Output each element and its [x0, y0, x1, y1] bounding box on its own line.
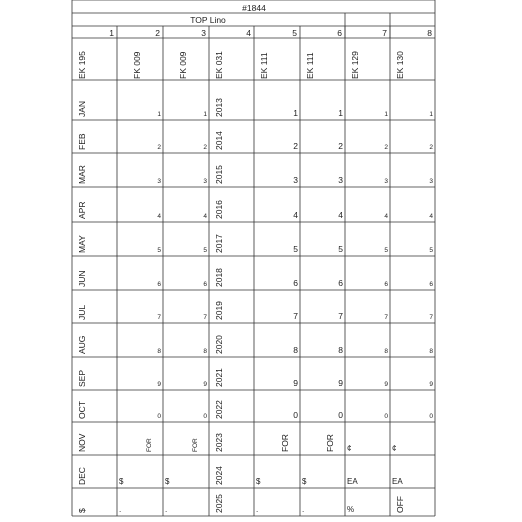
cell-value: 3: [203, 178, 207, 185]
cell-value: 2: [293, 141, 298, 151]
cell-value: $: [165, 477, 170, 486]
cell-value: FOR: [146, 438, 153, 452]
cell-value: 6: [429, 281, 433, 288]
cell-value: EA: [392, 477, 403, 486]
flight-code: EK 031: [214, 51, 224, 79]
column-number: 4: [246, 28, 251, 38]
month-label: SEP: [77, 369, 87, 387]
cell-value: 1: [338, 108, 343, 118]
cell-value: OFF: [395, 496, 405, 513]
month-label: APR: [77, 201, 87, 219]
column-number: 6: [337, 28, 342, 38]
cell-value: 4: [157, 213, 161, 220]
cell-value: 7: [293, 311, 298, 321]
cell-value: 2013: [214, 98, 224, 117]
cell-value: 8: [293, 345, 298, 355]
cell-value: 1: [384, 111, 388, 118]
grid-lines: [72, 0, 435, 516]
month-row: [77, 335, 433, 355]
month-label: JUL: [77, 304, 87, 320]
cell-value: 5: [203, 247, 207, 254]
cell-value: 2022: [214, 400, 224, 419]
group-title: TOP Lino: [190, 15, 226, 25]
cell-value: 3: [293, 175, 298, 185]
cell-value: 4: [429, 213, 433, 220]
cell-value: %: [347, 505, 355, 514]
cell-value: 1: [157, 111, 161, 118]
month-label: DEC: [77, 467, 87, 485]
column-number: 1: [109, 28, 114, 38]
cell-value: FOR: [192, 438, 199, 452]
cell-value: 7: [338, 311, 343, 321]
cell-value: 2020: [214, 335, 224, 354]
cell-value: ¢: [347, 444, 352, 453]
cell-value: 2: [338, 141, 343, 151]
cell-value: 6: [157, 281, 161, 288]
cell-value: 9: [338, 378, 343, 388]
month-label: NOV: [77, 433, 87, 452]
cell-value: 3: [338, 175, 343, 185]
cell-value: 2: [157, 144, 161, 151]
cell-value: 0: [157, 413, 161, 420]
month-label: JUN: [77, 270, 87, 287]
column-number: 5: [292, 28, 297, 38]
flight-code: EK 111: [305, 52, 315, 79]
cell-value: 5: [429, 247, 433, 254]
cell-value: .: [165, 505, 168, 514]
month-label: MAR: [77, 165, 87, 184]
cell-value: 8: [429, 348, 433, 355]
cell-value: 4: [293, 210, 298, 220]
cell-value: 5: [293, 244, 298, 254]
cell-value: 9: [384, 381, 388, 388]
cell-value: 2025: [214, 494, 224, 513]
cell-value: 5: [157, 247, 161, 254]
cell-value: 5: [384, 247, 388, 254]
cell-value: 8: [157, 348, 161, 355]
cell-value: ¢: [392, 444, 397, 453]
month-row: [77, 400, 433, 420]
cell-value: $: [302, 477, 307, 486]
cell-value: $: [256, 477, 261, 486]
month-row: [77, 165, 433, 185]
month-row: [77, 268, 433, 288]
cell-value: 2019: [214, 301, 224, 320]
cell-value: 8: [203, 348, 207, 355]
cell-value: .: [302, 505, 305, 514]
cell-value: 2024: [214, 466, 224, 485]
column-number-row: [109, 28, 432, 38]
cell-value: 0: [293, 410, 298, 420]
cell-value: 6: [338, 278, 343, 288]
cell-value: 9: [293, 378, 298, 388]
flight-code: FK 009: [132, 51, 142, 79]
column-number: 7: [382, 28, 387, 38]
flight-code: EK 130: [395, 51, 405, 79]
cell-value: 3: [157, 178, 161, 185]
cell-value: 7: [157, 314, 161, 321]
cell-value: 7: [384, 314, 388, 321]
cell-value: 8: [338, 345, 343, 355]
month-label: AUG: [77, 335, 87, 354]
cell-value: 9: [157, 381, 161, 388]
cell-value: 5: [338, 244, 343, 254]
cell-value: 0: [384, 413, 388, 420]
cell-value: 6: [203, 281, 207, 288]
cell-value: 2: [384, 144, 388, 151]
cell-value: 9: [203, 381, 207, 388]
month-label: FEB: [77, 133, 87, 150]
month-row: [77, 368, 433, 388]
cell-value: 2018: [214, 268, 224, 287]
month-row: [77, 301, 433, 321]
cell-value: 2016: [214, 200, 224, 219]
month-rows: [77, 98, 433, 514]
cell-value: 8: [384, 348, 388, 355]
flight-code: EK 129: [350, 51, 360, 79]
cell-value: 7: [203, 314, 207, 321]
flight-code: EK 195: [77, 51, 87, 79]
cell-value: .: [119, 505, 122, 514]
month-label: JAN: [77, 100, 87, 117]
cell-value: 2015: [214, 165, 224, 184]
month-row: [77, 131, 433, 151]
flight-code: FK 009: [178, 51, 188, 79]
cell-value: 2017: [214, 234, 224, 253]
cell-value: 1: [203, 111, 207, 118]
cell-value: FOR: [325, 434, 335, 452]
month-row: [77, 98, 433, 118]
sheet-number: #1844: [242, 3, 266, 13]
cell-value: 0: [338, 410, 343, 420]
column-number: 3: [201, 28, 206, 38]
cell-value: FOR: [280, 434, 290, 452]
month-row: [77, 433, 396, 453]
cell-value: 2021: [214, 368, 224, 387]
cell-value: $: [119, 477, 124, 486]
cell-value: 3: [429, 178, 433, 185]
cell-value: 2: [203, 144, 207, 151]
month-label: OCT: [77, 401, 87, 419]
cell-value: 3: [384, 178, 388, 185]
column-number: 8: [427, 28, 432, 38]
month-row: [77, 234, 433, 254]
cell-value: 9: [429, 381, 433, 388]
flight-code-row: [77, 51, 405, 79]
cell-value: 4: [338, 210, 343, 220]
cell-value: 6: [384, 281, 388, 288]
month-row: [77, 466, 403, 486]
month-label: $: [77, 508, 87, 513]
cell-value: 2014: [214, 131, 224, 150]
month-row: [77, 200, 433, 220]
cell-value: 4: [203, 213, 207, 220]
month-row: [77, 494, 405, 514]
cell-value: 0: [203, 413, 207, 420]
cell-value: 2: [429, 144, 433, 151]
cell-value: 4: [384, 213, 388, 220]
cell-value: EA: [347, 477, 358, 486]
month-label: MAY: [77, 235, 87, 253]
cell-value: 1: [293, 108, 298, 118]
cell-value: 2023: [214, 433, 224, 452]
column-number: 2: [155, 28, 160, 38]
cell-value: 0: [429, 413, 433, 420]
cell-value: .: [256, 505, 259, 514]
cell-value: 6: [293, 278, 298, 288]
cell-value: 1: [429, 111, 433, 118]
flight-code: EK 111: [259, 52, 269, 79]
cell-value: 7: [429, 314, 433, 321]
